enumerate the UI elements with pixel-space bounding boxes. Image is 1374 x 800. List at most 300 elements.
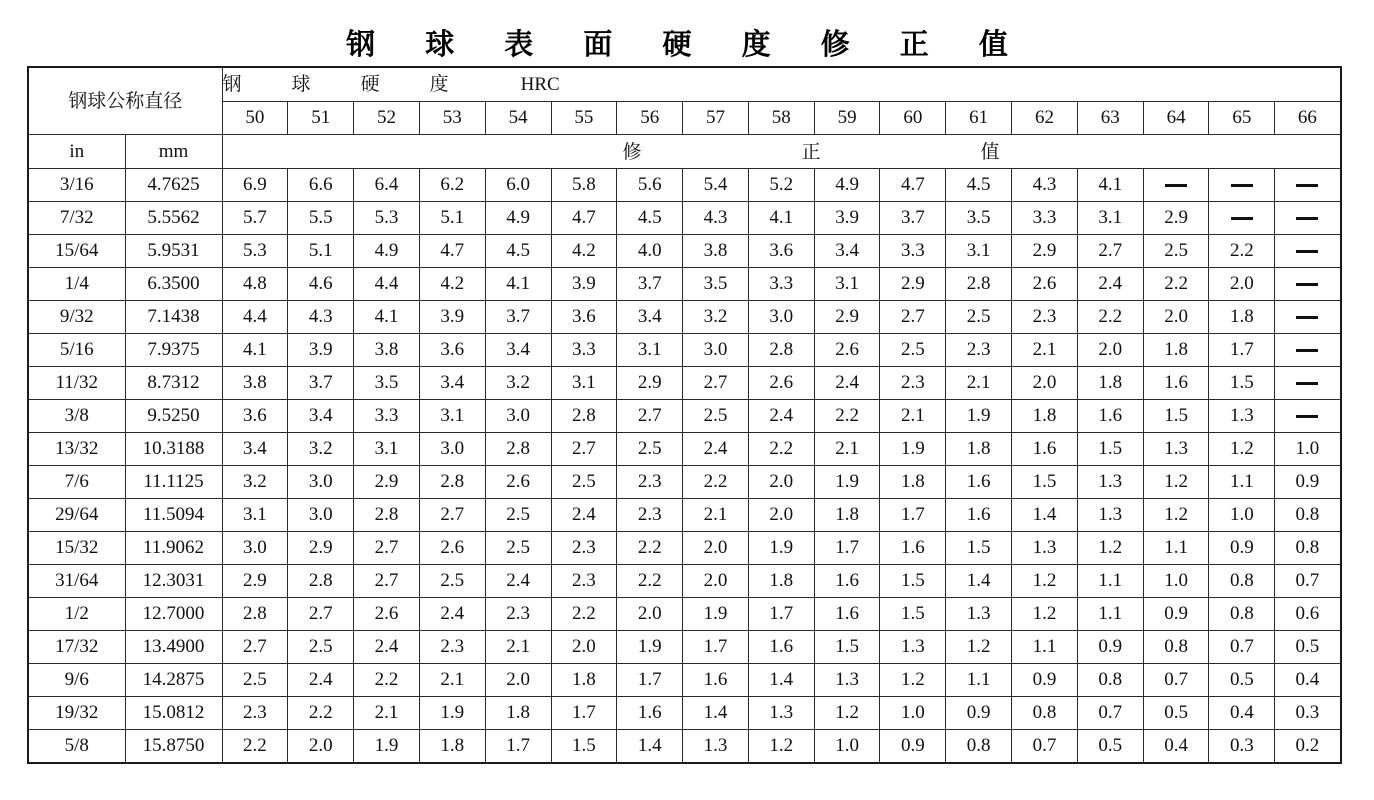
correction-value-cell: 1.0 (1275, 433, 1341, 466)
hrc-column-header: 66 (1275, 102, 1341, 135)
correction-value-cell: 1.5 (814, 631, 880, 664)
correction-value-cell: 6.6 (288, 169, 354, 202)
diameter-mm-cell: 11.1125 (125, 466, 222, 499)
correction-value-cell: 1.8 (814, 499, 880, 532)
correction-value-cell: 2.9 (354, 466, 420, 499)
correction-value-cell: 3.0 (683, 334, 749, 367)
correction-value-header (222, 135, 1341, 169)
correction-value-cell: 3.9 (551, 268, 617, 301)
correction-value-cell: 1.5 (1209, 367, 1275, 400)
correction-value-cell: 1.3 (683, 730, 749, 764)
hrc-column-header: 60 (880, 102, 946, 135)
correction-value-cell (1209, 169, 1275, 202)
correction-value-cell: 1.6 (814, 565, 880, 598)
not-applicable-dash (1296, 250, 1318, 253)
hrc-column-header: 61 (946, 102, 1012, 135)
correction-value-cell: 4.1 (748, 202, 814, 235)
table-row (28, 598, 1341, 631)
correction-value-cell: 2.4 (814, 367, 880, 400)
correction-value-cell: 2.0 (1143, 301, 1209, 334)
correction-value-cell: 2.1 (419, 664, 485, 697)
correction-value-cell: 1.2 (1077, 532, 1143, 565)
correction-value-cell: 2.5 (946, 301, 1012, 334)
correction-value-cell: 4.5 (485, 235, 551, 268)
diameter-mm-cell: 5.9531 (125, 235, 222, 268)
correction-value-cell: 3.6 (419, 334, 485, 367)
correction-value-cell: 3.7 (880, 202, 946, 235)
correction-value-cell: 3.1 (419, 400, 485, 433)
correction-value-cell: 2.9 (288, 532, 354, 565)
diameter-in-cell: 13/32 (28, 433, 125, 466)
correction-value-cell: 1.0 (814, 730, 880, 764)
correction-value-cell: 1.3 (1012, 532, 1078, 565)
correction-value-cell: 0.7 (1077, 697, 1143, 730)
header-row-units (28, 135, 1341, 169)
correction-value-cell: 6.0 (485, 169, 551, 202)
diameter-in-cell: 1/2 (28, 598, 125, 631)
correction-value-cell: 3.1 (1077, 202, 1143, 235)
correction-value-cell: 1.1 (1012, 631, 1078, 664)
table-row (28, 499, 1341, 532)
correction-value-cell: 4.9 (814, 169, 880, 202)
correction-value-cell: 0.9 (946, 697, 1012, 730)
diameter-mm-cell: 15.0812 (125, 697, 222, 730)
correction-value-cell: 5.1 (288, 235, 354, 268)
correction-value-cell: 3.7 (617, 268, 683, 301)
diameter-in-cell: 19/32 (28, 697, 125, 730)
correction-value-cell: 2.2 (1143, 268, 1209, 301)
correction-value-cell: 3.9 (814, 202, 880, 235)
diameter-in-cell: 5/16 (28, 334, 125, 367)
correction-value-cell: 1.6 (946, 466, 1012, 499)
correction-value-cell: 4.4 (222, 301, 288, 334)
correction-value-cell: 1.1 (1077, 565, 1143, 598)
header-row-hardness (28, 67, 1341, 102)
table-row (28, 235, 1341, 268)
correction-value-cell: 2.3 (617, 499, 683, 532)
correction-value-cell: 1.9 (683, 598, 749, 631)
correction-value-cell: 2.0 (748, 466, 814, 499)
correction-value-cell: 0.9 (880, 730, 946, 764)
correction-value-cell: 1.2 (814, 697, 880, 730)
correction-value-cell (1275, 202, 1341, 235)
correction-value-cell: 2.5 (288, 631, 354, 664)
correction-value-cell: 0.3 (1209, 730, 1275, 764)
correction-value-cell: 2.1 (1012, 334, 1078, 367)
diameter-in-cell: 5/8 (28, 730, 125, 764)
correction-value-cell: 1.6 (1012, 433, 1078, 466)
correction-value-cell: 1.4 (617, 730, 683, 764)
correction-value-cell: 2.8 (485, 433, 551, 466)
correction-value-cell: 2.0 (617, 598, 683, 631)
correction-value-cell: 1.9 (419, 697, 485, 730)
correction-value-cell: 1.3 (748, 697, 814, 730)
correction-value-cell: 1.2 (1209, 433, 1275, 466)
correction-value-cell: 0.6 (1275, 598, 1341, 631)
correction-value-cell: 3.0 (222, 532, 288, 565)
header-row-hrc-values (28, 102, 1341, 135)
correction-value-cell: 2.2 (288, 697, 354, 730)
correction-value-cell (1275, 268, 1341, 301)
correction-value-cell: 2.0 (683, 565, 749, 598)
correction-value-cell: 3.0 (419, 433, 485, 466)
correction-value-cell: 1.0 (880, 697, 946, 730)
correction-value-cell: 2.9 (617, 367, 683, 400)
diameter-mm-cell: 8.7312 (125, 367, 222, 400)
hrc-column-header: 56 (617, 102, 683, 135)
correction-value-cell: 2.2 (1077, 301, 1143, 334)
correction-value-cell: 2.7 (419, 499, 485, 532)
correction-value-cell: 2.5 (617, 433, 683, 466)
correction-value-cell: 4.7 (551, 202, 617, 235)
correction-value-cell: 1.3 (880, 631, 946, 664)
diameter-mm-cell: 9.5250 (125, 400, 222, 433)
hrc-column-header: 51 (288, 102, 354, 135)
correction-value-cell: 3.4 (485, 334, 551, 367)
correction-value-cell: 0.8 (1209, 565, 1275, 598)
correction-value-cell: 1.5 (551, 730, 617, 764)
correction-value-cell: 4.4 (354, 268, 420, 301)
correction-value-cell: 2.0 (551, 631, 617, 664)
table-row (28, 631, 1341, 664)
correction-value-cell: 2.0 (748, 499, 814, 532)
diameter-mm-cell: 15.8750 (125, 730, 222, 764)
table-row (28, 334, 1341, 367)
correction-value-cell: 2.7 (354, 565, 420, 598)
correction-value-cell: 5.3 (354, 202, 420, 235)
correction-value-cell: 3.6 (748, 235, 814, 268)
correction-value-cell: 5.6 (617, 169, 683, 202)
table-row (28, 664, 1341, 697)
correction-value-cell: 2.4 (551, 499, 617, 532)
correction-value-cell: 2.5 (419, 565, 485, 598)
correction-value-cell (1275, 367, 1341, 400)
correction-value-cell: 1.3 (946, 598, 1012, 631)
correction-value-cell: 3.2 (222, 466, 288, 499)
diameter-mm-cell: 7.9375 (125, 334, 222, 367)
correction-value-cell: 3.1 (354, 433, 420, 466)
correction-value-cell: 2.0 (683, 532, 749, 565)
correction-value-cell: 1.9 (617, 631, 683, 664)
correction-header-word: 值 (980, 140, 1000, 163)
correction-value-cell: 2.5 (485, 532, 551, 565)
correction-value-cell: 4.3 (288, 301, 354, 334)
correction-value-cell: 2.3 (1012, 301, 1078, 334)
correction-value-cell: 0.9 (1275, 466, 1341, 499)
hrc-column-header: 53 (419, 102, 485, 135)
correction-value-cell: 1.2 (1012, 598, 1078, 631)
hardness-unit: HRC (520, 74, 560, 95)
hrc-column-header: 63 (1077, 102, 1143, 135)
correction-value-cell: 3.1 (551, 367, 617, 400)
diameter-mm-cell: 12.3031 (125, 565, 222, 598)
diameter-in-cell: 17/32 (28, 631, 125, 664)
diameter-mm-cell: 5.5562 (125, 202, 222, 235)
correction-value-cell: 1.9 (880, 433, 946, 466)
correction-value-cell: 1.8 (1209, 301, 1275, 334)
correction-value-cell: 6.4 (354, 169, 420, 202)
correction-value-cell: 2.6 (485, 466, 551, 499)
correction-value-cell: 2.1 (814, 433, 880, 466)
correction-value-cell: 2.2 (748, 433, 814, 466)
correction-value-cell: 4.1 (1077, 169, 1143, 202)
correction-value-cell: 4.8 (222, 268, 288, 301)
correction-value-cell: 1.7 (683, 631, 749, 664)
table-row (28, 202, 1341, 235)
correction-value-cell: 0.8 (1012, 697, 1078, 730)
correction-value-cell: 0.4 (1275, 664, 1341, 697)
correction-value-cell: 2.2 (222, 730, 288, 764)
correction-value-cell: 2.8 (551, 400, 617, 433)
correction-value-cell: 5.1 (419, 202, 485, 235)
correction-value-cell: 2.6 (1012, 268, 1078, 301)
correction-value-cell: 0.2 (1275, 730, 1341, 764)
correction-value-cell: 1.5 (880, 598, 946, 631)
diameter-mm-cell: 7.1438 (125, 301, 222, 334)
correction-value-cell: 3.5 (683, 268, 749, 301)
correction-value-cell: 2.3 (485, 598, 551, 631)
correction-value-cell: 3.8 (222, 367, 288, 400)
diameter-in-cell: 3/8 (28, 400, 125, 433)
correction-value-cell: 4.3 (683, 202, 749, 235)
correction-value-cell: 5.5 (288, 202, 354, 235)
correction-value-cell: 2.7 (617, 400, 683, 433)
hrc-column-header: 55 (551, 102, 617, 135)
hardness-header-label: 钢 球 硬 度 (222, 73, 471, 95)
diameter-mm-cell: 6.3500 (125, 268, 222, 301)
correction-value-cell: 2.4 (683, 433, 749, 466)
correction-value-cell: 1.5 (1143, 400, 1209, 433)
correction-value-cell: 2.2 (617, 565, 683, 598)
correction-value-cell: 0.8 (1143, 631, 1209, 664)
correction-value-cell: 3.4 (814, 235, 880, 268)
correction-value-cell: 0.5 (1077, 730, 1143, 764)
correction-value-cell: 3.1 (946, 235, 1012, 268)
hrc-column-header: 59 (814, 102, 880, 135)
correction-value-cell: 1.3 (1077, 499, 1143, 532)
not-applicable-dash (1296, 382, 1318, 385)
hrc-column-header: 52 (354, 102, 420, 135)
table-row (28, 367, 1341, 400)
diameter-in-cell: 15/64 (28, 235, 125, 268)
correction-value-cell: 2.9 (1012, 235, 1078, 268)
diameter-in-cell: 11/32 (28, 367, 125, 400)
correction-value-cell: 4.3 (1012, 169, 1078, 202)
table-row (28, 433, 1341, 466)
correction-value-cell: 0.9 (1077, 631, 1143, 664)
diameter-mm-cell: 10.3188 (125, 433, 222, 466)
correction-value-cell: 1.6 (1143, 367, 1209, 400)
correction-value-cell: 3.3 (551, 334, 617, 367)
correction-value-cell: 1.8 (946, 433, 1012, 466)
unit-in-header: in (28, 135, 125, 169)
correction-value-cell: 3.5 (946, 202, 1012, 235)
diameter-in-cell: 7/32 (28, 202, 125, 235)
not-applicable-dash (1231, 184, 1253, 187)
correction-value-cell (1275, 235, 1341, 268)
correction-value-cell: 1.8 (1143, 334, 1209, 367)
correction-value-cell: 4.7 (419, 235, 485, 268)
correction-value-cell: 3.9 (288, 334, 354, 367)
correction-value-cell: 2.5 (1143, 235, 1209, 268)
correction-value-cell: 2.4 (1077, 268, 1143, 301)
correction-value-cell: 2.6 (814, 334, 880, 367)
correction-value-cell: 0.9 (1209, 532, 1275, 565)
diameter-header: 钢球公称直径 (28, 67, 222, 135)
correction-value-cell: 1.2 (1143, 466, 1209, 499)
correction-value-cell: 1.6 (880, 532, 946, 565)
correction-value-cell: 3.1 (814, 268, 880, 301)
correction-value-cell: 1.3 (1077, 466, 1143, 499)
hardness-correction-table (27, 66, 1342, 764)
correction-value-cell: 2.4 (288, 664, 354, 697)
not-applicable-dash (1231, 217, 1253, 220)
correction-value-cell: 4.1 (222, 334, 288, 367)
correction-value-cell: 0.7 (1209, 631, 1275, 664)
correction-value-cell: 3.0 (485, 400, 551, 433)
correction-value-cell: 4.2 (551, 235, 617, 268)
correction-value-cell: 5.3 (222, 235, 288, 268)
correction-value-cell: 3.3 (1012, 202, 1078, 235)
correction-value-cell: 2.7 (288, 598, 354, 631)
correction-value-cell: 3.4 (288, 400, 354, 433)
correction-value-cell: 3.9 (419, 301, 485, 334)
correction-value-cell (1275, 301, 1341, 334)
table-row (28, 169, 1341, 202)
correction-value-cell: 2.7 (222, 631, 288, 664)
correction-value-cell: 1.1 (946, 664, 1012, 697)
table-body (28, 67, 1341, 763)
correction-value-cell: 3.2 (485, 367, 551, 400)
correction-value-cell: 3.3 (880, 235, 946, 268)
hrc-column-header: 65 (1209, 102, 1275, 135)
correction-header-word: 修 (622, 140, 642, 163)
correction-value-cell: 1.6 (1077, 400, 1143, 433)
not-applicable-dash (1296, 349, 1318, 352)
not-applicable-dash (1296, 316, 1318, 319)
correction-value-cell: 2.0 (485, 664, 551, 697)
correction-value-cell: 1.4 (946, 565, 1012, 598)
correction-value-cell: 0.9 (1012, 664, 1078, 697)
correction-value-cell: 1.8 (1077, 367, 1143, 400)
correction-value-cell: 2.5 (222, 664, 288, 697)
correction-value-cell: 1.8 (1012, 400, 1078, 433)
correction-value-cell: 2.2 (617, 532, 683, 565)
diameter-in-cell: 31/64 (28, 565, 125, 598)
table-row (28, 532, 1341, 565)
correction-value-cell: 4.2 (419, 268, 485, 301)
correction-value-cell: 2.4 (354, 631, 420, 664)
correction-value-cell: 3.3 (354, 400, 420, 433)
correction-value-cell: 3.2 (288, 433, 354, 466)
correction-value-cell: 3.6 (551, 301, 617, 334)
correction-value-cell: 2.2 (354, 664, 420, 697)
correction-value-cell: 2.9 (1143, 202, 1209, 235)
correction-value-cell: 1.9 (354, 730, 420, 764)
correction-header-word: 正 (801, 140, 821, 163)
correction-value-cell: 2.8 (748, 334, 814, 367)
correction-value-cell: 0.8 (946, 730, 1012, 764)
correction-value-cell: 0.4 (1209, 697, 1275, 730)
correction-value-cell (1275, 334, 1341, 367)
correction-value-cell: 3.5 (354, 367, 420, 400)
correction-value-cell: 2.6 (748, 367, 814, 400)
correction-value-cell: 1.4 (683, 697, 749, 730)
correction-value-cell: 2.8 (419, 466, 485, 499)
diameter-mm-cell: 13.4900 (125, 631, 222, 664)
correction-value-cell: 2.2 (814, 400, 880, 433)
correction-value-cell: 2.8 (288, 565, 354, 598)
correction-value-cell: 3.0 (288, 466, 354, 499)
correction-value-cell (1143, 169, 1209, 202)
hrc-column-header: 57 (683, 102, 749, 135)
correction-value-cell: 2.0 (1012, 367, 1078, 400)
not-applicable-dash (1296, 184, 1318, 187)
correction-value-cell (1209, 202, 1275, 235)
correction-value-cell: 2.0 (288, 730, 354, 764)
correction-value-cell: 2.8 (946, 268, 1012, 301)
correction-value-cell: 2.7 (551, 433, 617, 466)
correction-value-cell: 4.9 (485, 202, 551, 235)
correction-value-cell: 2.5 (551, 466, 617, 499)
correction-value-cell: 2.9 (814, 301, 880, 334)
correction-value-cell: 6.2 (419, 169, 485, 202)
page-title: 钢 球 表 面 硬 度 修 正 值 (346, 27, 1028, 61)
correction-value-cell: 2.0 (1077, 334, 1143, 367)
correction-value-cell: 1.9 (814, 466, 880, 499)
correction-value-cell: 1.2 (946, 631, 1012, 664)
hrc-column-header: 62 (1012, 102, 1078, 135)
correction-value-cell: 2.9 (880, 268, 946, 301)
correction-value-cell: 2.0 (1209, 268, 1275, 301)
correction-value-cell (1275, 400, 1341, 433)
correction-value-cell: 2.7 (683, 367, 749, 400)
table-row (28, 730, 1341, 764)
correction-value-cell: 4.5 (946, 169, 1012, 202)
correction-value-cell: 1.6 (814, 598, 880, 631)
correction-value-cell: 1.7 (880, 499, 946, 532)
correction-value-cell: 1.2 (1012, 565, 1078, 598)
correction-value-cell: 1.0 (1209, 499, 1275, 532)
correction-value-cell: 2.2 (1209, 235, 1275, 268)
correction-value-cell: 5.4 (683, 169, 749, 202)
diameter-mm-cell: 4.7625 (125, 169, 222, 202)
correction-value-cell: 2.6 (419, 532, 485, 565)
table-row (28, 400, 1341, 433)
correction-value-cell: 0.9 (1143, 598, 1209, 631)
correction-value-cell: 3.8 (354, 334, 420, 367)
correction-value-cell: 3.0 (748, 301, 814, 334)
correction-value-cell: 1.7 (1209, 334, 1275, 367)
correction-value-cell: 5.7 (222, 202, 288, 235)
correction-value-cell: 3.4 (617, 301, 683, 334)
diameter-in-cell: 15/32 (28, 532, 125, 565)
correction-value-cell: 3.7 (288, 367, 354, 400)
correction-value-cell: 0.3 (1275, 697, 1341, 730)
diameter-in-cell: 9/32 (28, 301, 125, 334)
correction-value-cell: 1.6 (748, 631, 814, 664)
correction-value-cell: 2.1 (683, 499, 749, 532)
correction-value-cell: 2.3 (880, 367, 946, 400)
correction-value-cell: 5.2 (748, 169, 814, 202)
correction-value-cell: 2.3 (617, 466, 683, 499)
correction-value-cell: 2.3 (551, 565, 617, 598)
correction-value-cell: 1.9 (748, 532, 814, 565)
correction-value-cell: 0.4 (1143, 730, 1209, 764)
correction-value-cell: 4.6 (288, 268, 354, 301)
correction-value-cell: 1.5 (880, 565, 946, 598)
correction-value-cell: 1.1 (1209, 466, 1275, 499)
